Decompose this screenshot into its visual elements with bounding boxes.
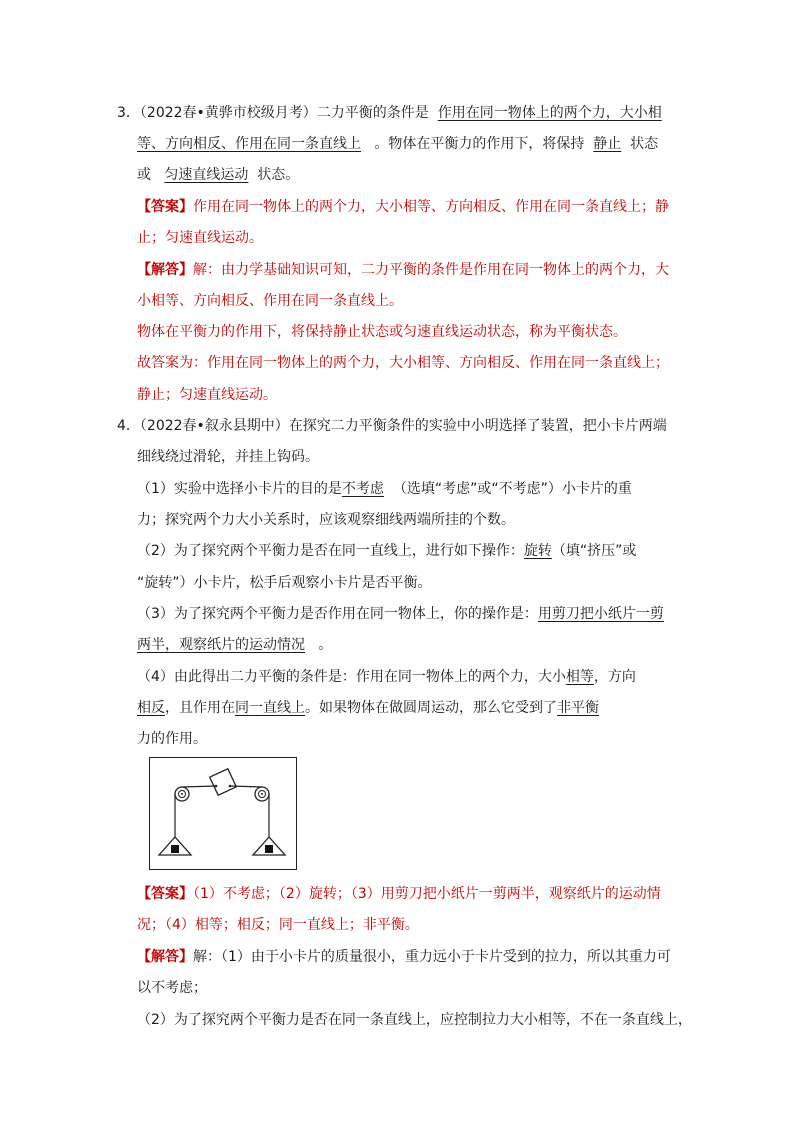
q4-answer-tag: 【答案】 [137, 886, 193, 902]
q3-line-3 [137, 165, 299, 185]
q4-number: 4． [117, 418, 140, 434]
q3-text-3: 状态 [630, 136, 659, 152]
q3-solution-line-2: 小相等、方向相反、作用在同一条直线上。 [137, 293, 403, 309]
q4-line-1 [117, 416, 667, 436]
q4-p1-text: （1）实验中选择小卡片的目的是 [137, 481, 342, 497]
q4-solution-line-1 [137, 947, 671, 967]
q3-blank-3: 匀速直线运动 [164, 167, 249, 183]
q4-solution-text: 解：（1）由于小卡片的质量很小，重力远小于卡片受到的拉力，所以其重力可 [193, 949, 671, 965]
q4-p4-blank-4: 非平衡 [557, 700, 599, 716]
q4-solution-line-3: （2）为了探究两个平衡力是否在同一条直线上，应控制拉力大小相等，不在一条直线上， [137, 1012, 692, 1028]
q3-source: （2022春•黄骅市校级月考） [139, 105, 317, 121]
q3-blank-2: 静止 [593, 136, 622, 152]
q3-solution-text: 解：由力学基础知识可知，二力平衡的条件是作用在同一物体上的两个力，大 [193, 262, 669, 278]
q4-p3-text: （3）为了探究两个平衡力是否作用在同一物体上，你的操作是： [137, 606, 538, 622]
q4-part4-line-2 [137, 698, 599, 718]
q4-solution-tag: 【解答】 [137, 949, 193, 965]
q4-p4-text-3: ，且作用在 [165, 700, 235, 716]
q4-solution-line-2: 以不考虑； [137, 980, 207, 996]
q4-part4-line-1 [137, 667, 636, 687]
q4-p4-text-4: 。如果物体在做圆周运动，那么它受到了 [305, 700, 557, 716]
q4-p3-blank-cont: 两半，观察纸片的运动情况 [137, 637, 305, 653]
q4-p3-end: 。 [318, 637, 333, 653]
q4-p1-blank: 不考虑 [341, 481, 384, 497]
q3-solution-line-5: 静止；匀速直线运动。 [137, 387, 277, 403]
q3-solution-tag: 【解答】 [137, 262, 193, 278]
q4-answer-text: （1）不考虑；（2）旋转；（3）用剪刀把小纸片一剪两半，观察纸片的运动情 [193, 886, 661, 902]
q3-answer-line-2: 止；匀速直线运动。 [137, 230, 263, 246]
q4-p4-blank-1: 相等 [565, 669, 594, 685]
q4-p4-text-2: ，方向 [593, 669, 636, 685]
q4-part3-line-1 [137, 604, 664, 624]
q4-text: 在探究二力平衡条件的实验中小明选择了装置，把小卡片两端 [288, 418, 667, 434]
q3-answer-line-1 [137, 197, 669, 217]
q3-or: 或 [137, 167, 151, 183]
q3-text: 二力平衡的条件是 [316, 105, 429, 121]
q4-p2-text: （2）为了探究两个平衡力是否在同一直线上，进行如下操作： [137, 543, 524, 559]
q3-blank-1-cont: 等、方向相反、作用在同一条直线上 [137, 136, 361, 152]
q4-part2-line-2: “旋转”）小卡片，松手后观察小卡片是否平衡。 [137, 575, 432, 591]
q4-p1-text-2: （选填“考虑”或“不考虑”）小卡片的重 [392, 481, 632, 497]
q4-part1-line-2: 力；探究两个力大小关系时，应该观察细线两端所挂的个数。 [137, 512, 515, 528]
q4-source: （2022春•叙永县期中） [139, 418, 289, 434]
q3-answer-tag: 【答案】 [137, 199, 193, 215]
q3-solution-line-3: 物体在平衡力的作用下，将保持静止状态或匀速直线运动状态，称为平衡状态。 [137, 324, 627, 340]
q4-p2-text-2: （填“挤压”或 [551, 543, 637, 559]
q4-line-2: 细线绕过滑轮，并挂上钩码。 [137, 449, 319, 465]
q4-part1-line-1 [137, 479, 632, 499]
q3-line-2 [137, 134, 658, 154]
q3-text-2: 。物体在平衡力的作用下，将保持 [374, 136, 585, 152]
q4-part2-line-1 [137, 541, 636, 561]
q4-part3-line-2 [137, 635, 332, 655]
q4-p4-text: （4）由此得出二力平衡的条件是：作用在同一物体上的两个力，大小 [137, 669, 566, 685]
q4-p3-blank: 用剪刀把小纸片一剪 [537, 606, 664, 622]
q4-p2-blank: 旋转 [523, 543, 552, 559]
pulley-apparatus-diagram [149, 757, 297, 870]
q3-solution-line-4: 故答案为：作用在同一物体上的两个力，大小相等、方向相反、作用在同一条直线上； [137, 355, 669, 371]
q3-line-1 [117, 103, 662, 123]
q4-part4-line-3: 力的作用。 [137, 731, 207, 747]
q3-answer-text: 作用在同一物体上的两个力，大小相等、方向相反、作用在同一条直线上；静 [193, 199, 669, 215]
q3-solution-line-1 [137, 260, 669, 280]
q4-answer-line-1 [137, 884, 661, 904]
q3-text-4: 状态。 [257, 167, 300, 183]
q4-answer-line-2: 况；（4）相等；相反；同一直线上；非平衡。 [137, 917, 419, 933]
q3-blank-1: 作用在同一物体上的两个力，大小相 [437, 105, 662, 121]
q3-number: 3． [117, 105, 140, 121]
q4-p4-blank-3: 同一直线上 [235, 700, 305, 716]
q4-p4-blank-2: 相反 [137, 700, 165, 716]
